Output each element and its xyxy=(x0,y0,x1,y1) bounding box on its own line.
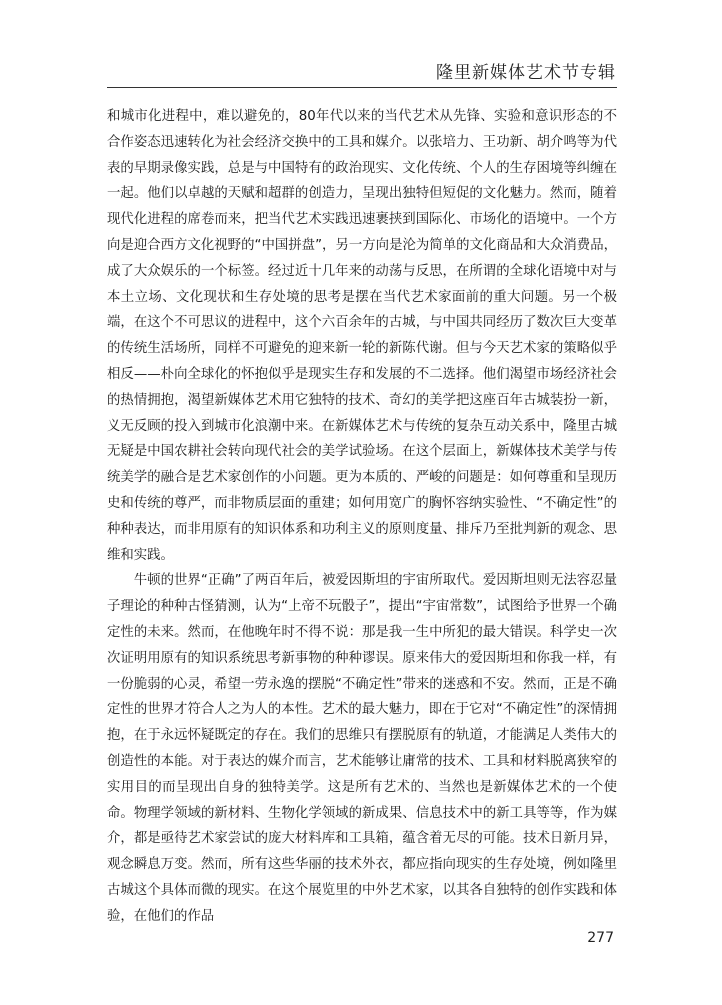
paragraph-2: 牛顿的世界“正确”了两百年后，被爱因斯坦的宇宙所取代。爱因斯坦则无法容忍量子理论的种种古怪猜测，认为“上帝不玩骰子”，提出“宇宙常数”，试图给予世界一个确定性的未来。然而，在他晚年时不得不说：那是我一生中所犯的最大错误。科学史一次次证明用原有的知识系统思考新事物的种种谬误。原来伟大的爱因斯坦和你我一样，有一份脆弱的心灵，希望一劳永逸的摆脱“不确定性”带来的迷惑和不安。然而，正是不确定性的世界才符合人之为人的本性。艺术的最大魅力，即在于它对“不确定性”的深情拥抱，在于永远怀疑既定的存在。我们的思维只有摆脱原有的轨道，才能满足人类伟大的创造性的本能。对于表达的媒介而言，艺术能够让庸常的技术、工具和材料脱离狭窄的实用目的而呈现出自身的独特美学。这是所有艺术的、当然也是新媒体艺术的一个使命。物理学领域的新材料、生物化学领域的新成果、信息技术中的新工具等等，作为媒介，都是亟待艺术家尝试的庞大材料库和工具箱，蕴含着无尽的可能。技术日新月异，观念瞬息万变。然而，所有这些华丽的技术外衣，都应指向现实的生存处境，例如隆里古城这个具体而微的现实。在这个展览里的中外艺术家，以其各自独特的创作实践和体验，在他们的作品 xyxy=(107,573,617,924)
body-text xyxy=(107,104,617,930)
running-header-title: 隆里新媒体艺术节专辑 xyxy=(436,63,616,83)
page-number: 277 xyxy=(587,930,614,946)
paragraph-1: 和城市化进程中，难以避免的，80年代以来的当代艺术从先锋、实验和意识形态的不合作姿态迅速转化为社会经济交换中的工具和媒介。以张培力、王功新、胡介鸣等为代表的早期录像实践，总是与中国特有的政治现实、文化传统、个人的生存困境等纠缠在一起。他们以卓越的天赋和超群的创造力，呈现出独特但短促的文化魅力。然而，随着现代化进程的席卷而来，把当代艺术实践迅速裹挟到国际化、市场化的语境中。一个方向是迎合西方文化视野的“中国拼盘”，另一方向是沦为简单的文化商品和大众消费品，成了大众娱乐的一个标签。经过近十几年来的动荡与反思，在所谓的全球化语境中对与本土立场、文化现状和生存处境的思考是摆在当代艺术家面前的重大问题。另一个极端，在这个不可思议的进程中，这个六百余年的古城，与中国共同经历了数次巨大变革的传统生活场所，同样不可避免的迎来新一轮的新陈代谢。但与今天艺术家的策略似乎相反——朴向全球化的怀抱似乎是现实生存和发展的不二选择。他们渴望市场经济社会的热情拥抱，渴望新媒体艺术用它独特的技术、奇幻的美学把这座百年古城装扮一新，义无反顾的投入到城市化浪潮中来。在新媒体艺术与传统的复杂互动关系中，隆里古城无疑是中国农耕社会转向现代社会的美学试验场。在这个层面上，新媒体技术美学与传统美学的融合是艺术家创作的小问题。更为本质的、严峻的问题是：如何尊重和呈现历史和传统的尊严，而非物质层面的重建；如何用宽广的胸怀容纳实验性、“不确定性”的种种表达，而非用原有的知识体系和功利主义的原则度量、排斥乃至批判新的观念、思维和实践。 xyxy=(107,109,617,563)
header-rule xyxy=(107,87,617,88)
